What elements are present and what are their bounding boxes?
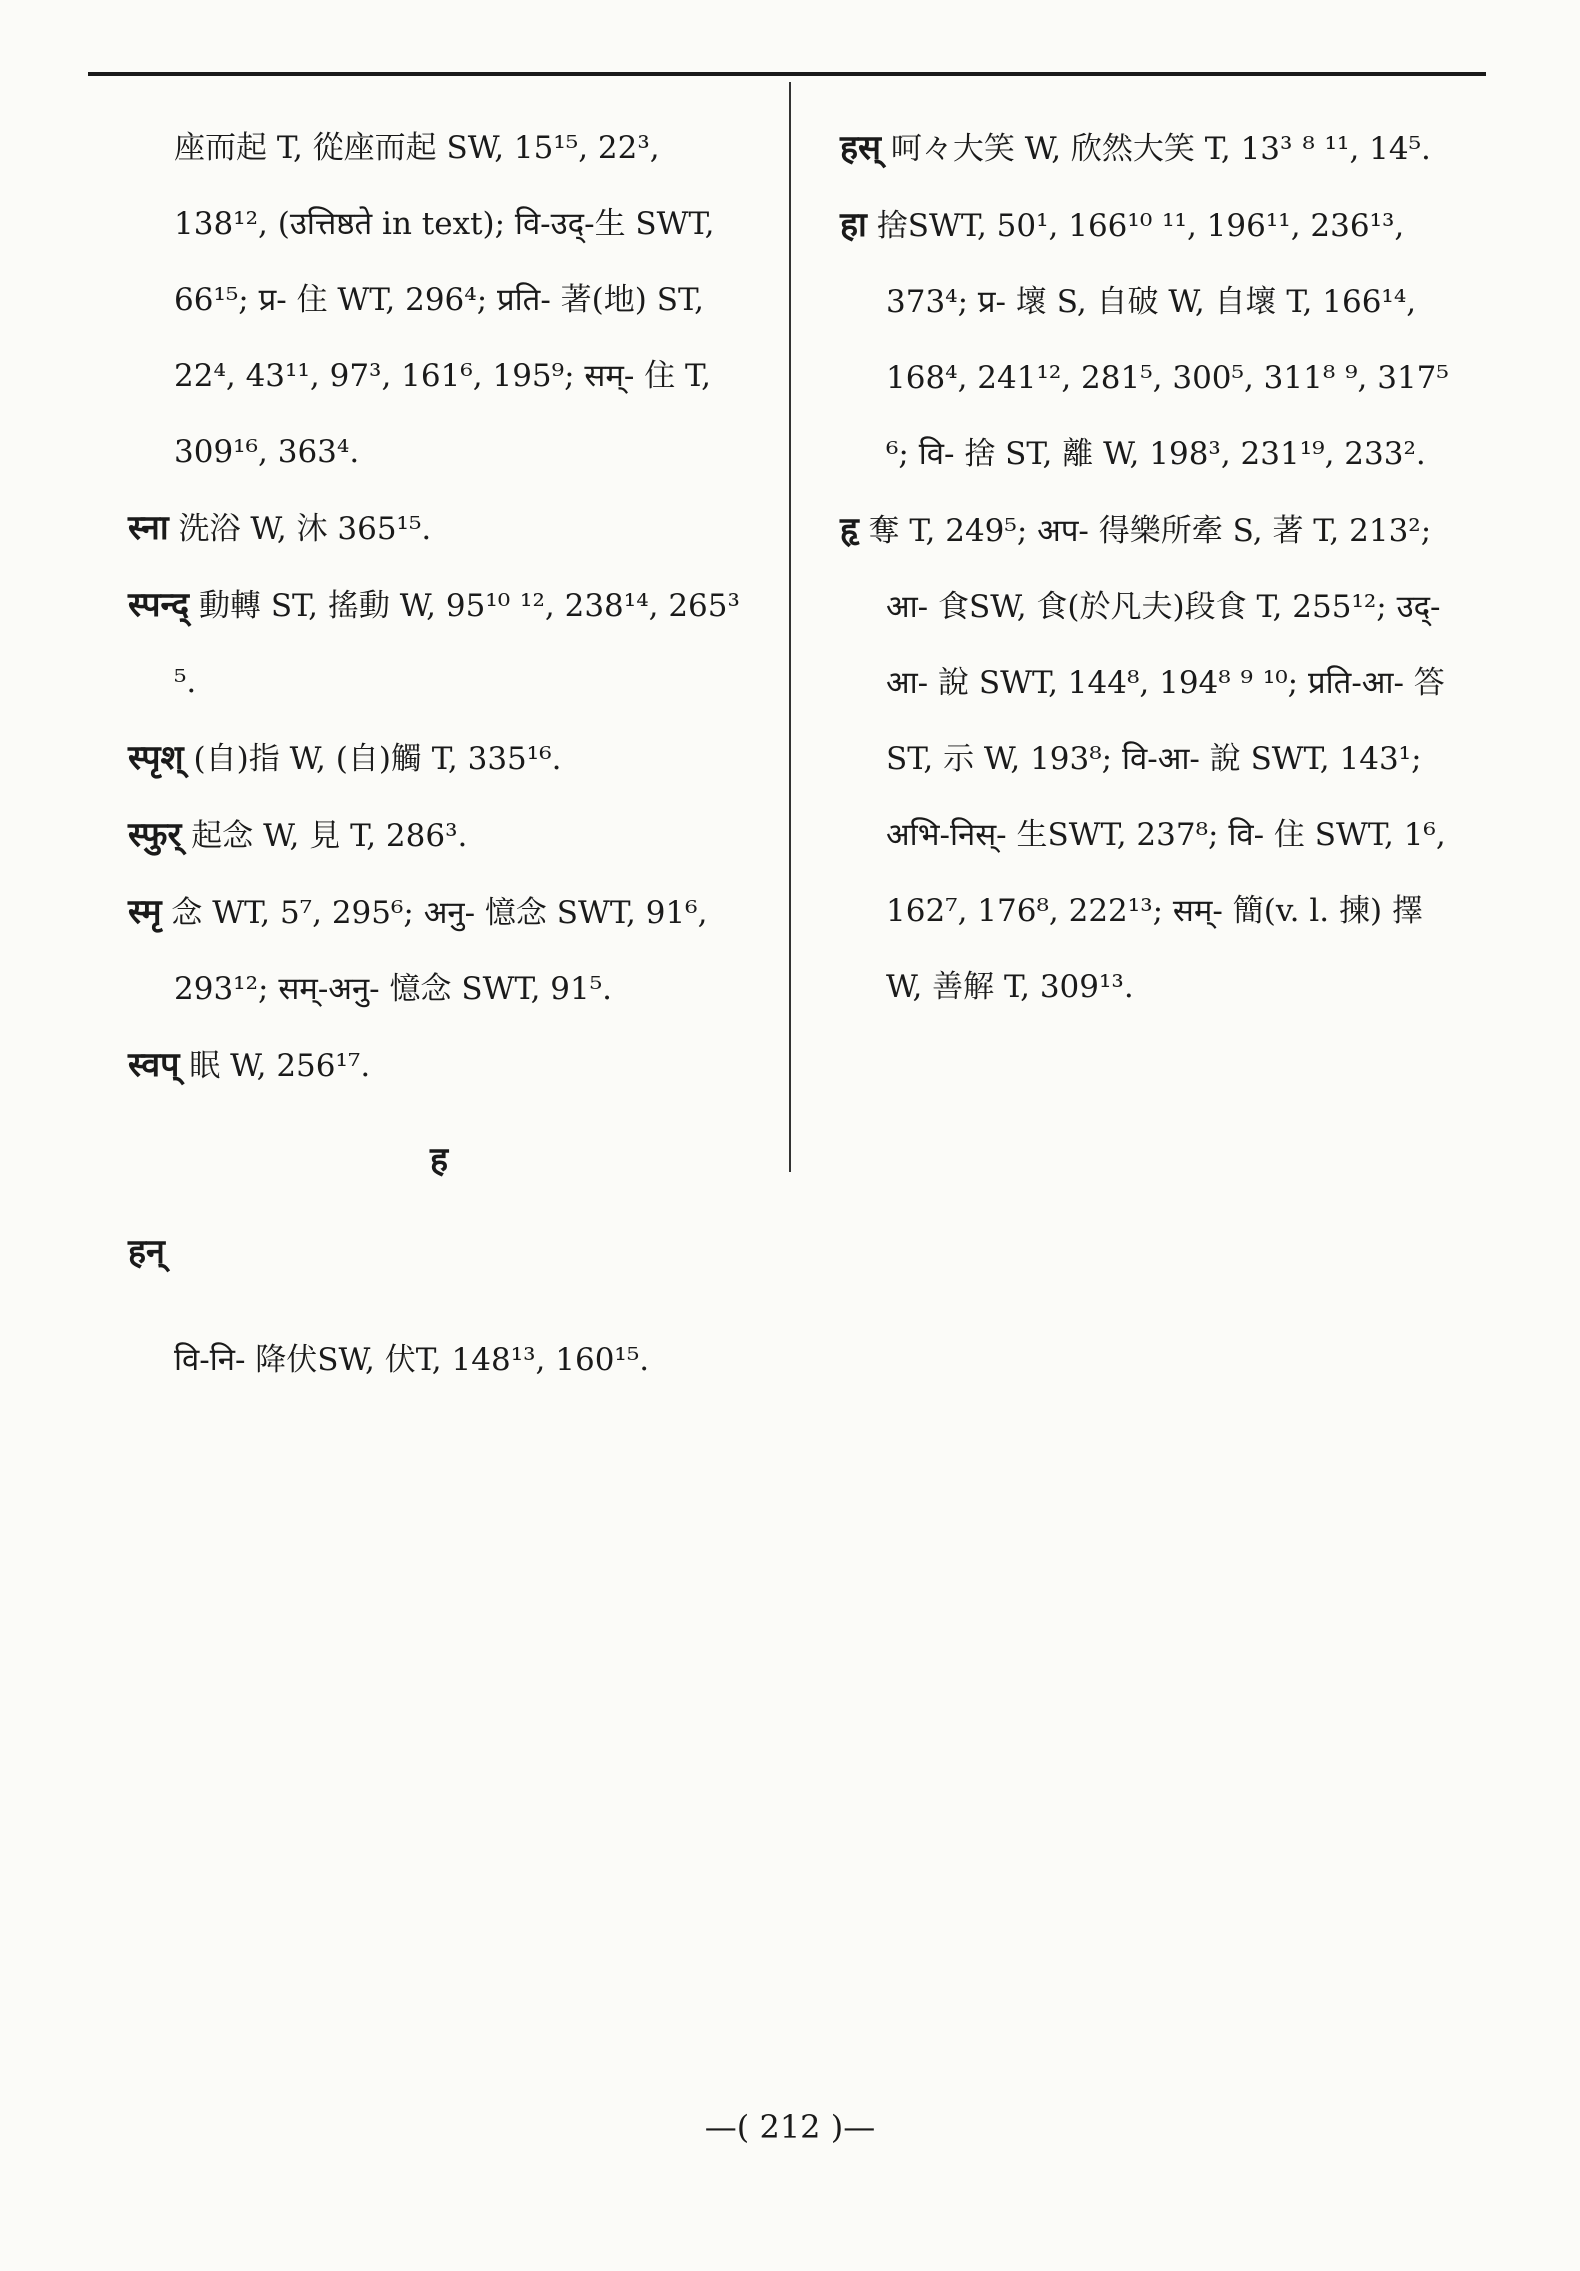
left-column xyxy=(128,110,750,1429)
column-divider xyxy=(789,82,791,1172)
entry-has xyxy=(840,110,1460,187)
headword: स्फुर् xyxy=(128,815,182,855)
entry-text: (自)指 W, (自)觸 T, 335¹⁶. xyxy=(183,741,562,777)
headword: हस् xyxy=(840,128,882,168)
entry-hri xyxy=(840,492,1460,1025)
right-column xyxy=(840,110,1460,1025)
entry-text: 捨SWT, 50¹, 166¹⁰ ¹¹, 196¹¹, 236¹³, 373⁴; प्र- 壞 S, 自破 W, 自壞 T, 166¹⁴, 168⁴, 241¹², 281⁵, 300⁵, 311⁸ ⁹, 317⁵ ⁶; वि- 捨 ST, 離 W, 198³, 231¹⁹, 233². xyxy=(866,208,1449,472)
page-number: —( 212 )— xyxy=(704,2108,876,2146)
entry-text: 奪 T, 249⁵; अप- 得樂所牽 S, 著 T, 213²; आ- 食SW, 食(於凡夫)段食 T, 255¹²; उद्-आ- 說 SWT, 144⁸, 194⁸ ⁹ ¹⁰; प्रति-आ- 答 ST, 示 W, 193⁸; वि-आ- 說 SWT, 143¹; अभि-निस्- 生SWT, 237⁸; वि- 住 SWT, 1⁶, 162⁷, 176⁸, 222¹³; सम्- 簡(v. l. 揀) 擇 W, 善解 T, 309¹³. xyxy=(858,513,1446,1005)
entry-sprish xyxy=(128,720,750,797)
entry-text: 洗浴 W, 沐 365¹⁵. xyxy=(168,511,432,547)
headword: स्वप् xyxy=(128,1045,180,1085)
entry-text: 呵々大笑 W, 欣然大笑 T, 13³ ⁸ ¹¹, 14⁵. xyxy=(881,131,1431,167)
entry-text: 起念 W, 見 T, 286³. xyxy=(181,818,468,854)
headword: स्मृ xyxy=(128,892,162,932)
entry-spand xyxy=(128,567,750,720)
entry-svap xyxy=(128,1027,750,1104)
entry-text: 動轉 ST, 搖動 W, 95¹⁰ ¹², 238¹⁴, 265³ ⁵. xyxy=(174,588,740,700)
entry-text: 念 WT, 5⁷, 295⁶; अनु- 憶念 SWT, 91⁶, 293¹²; सम्-अनु- 憶念 SWT, 91⁵. xyxy=(161,895,708,1007)
entry-sna xyxy=(128,490,750,567)
section-letter: ह xyxy=(429,1140,449,1180)
headword: स्पन्द् xyxy=(128,585,190,625)
entry-continuation: 座而起 T, 從座而起 SW, 15¹⁵, 22³, 138¹², (उत्तिष्ठते in text); वि-उद्-生 SWT, 66¹⁵; प्र- 住 WT, 296⁴; प्रति- 著(地) ST, 22⁴, 43¹¹, 97³, 161⁶, 195⁹; सम्- 住 T, 309¹⁶, 363⁴. xyxy=(174,130,715,470)
entry-sphur xyxy=(128,797,750,874)
headword: हन् xyxy=(128,1232,165,1272)
entry-text: 眠 W, 256¹⁷. xyxy=(179,1048,371,1084)
headword: स्ना xyxy=(128,508,169,548)
headword: स्पृश् xyxy=(128,738,184,778)
headword: हृ xyxy=(840,510,859,550)
entry-smri xyxy=(128,874,750,1027)
subentry-vi-ni: वि-नि- 降伏SW, 伏T, 148¹³, 160¹⁵. xyxy=(174,1342,650,1378)
top-rule xyxy=(88,72,1486,76)
headword: हा xyxy=(840,205,867,245)
entry-han xyxy=(128,1214,750,1291)
entry-ha xyxy=(840,187,1460,492)
